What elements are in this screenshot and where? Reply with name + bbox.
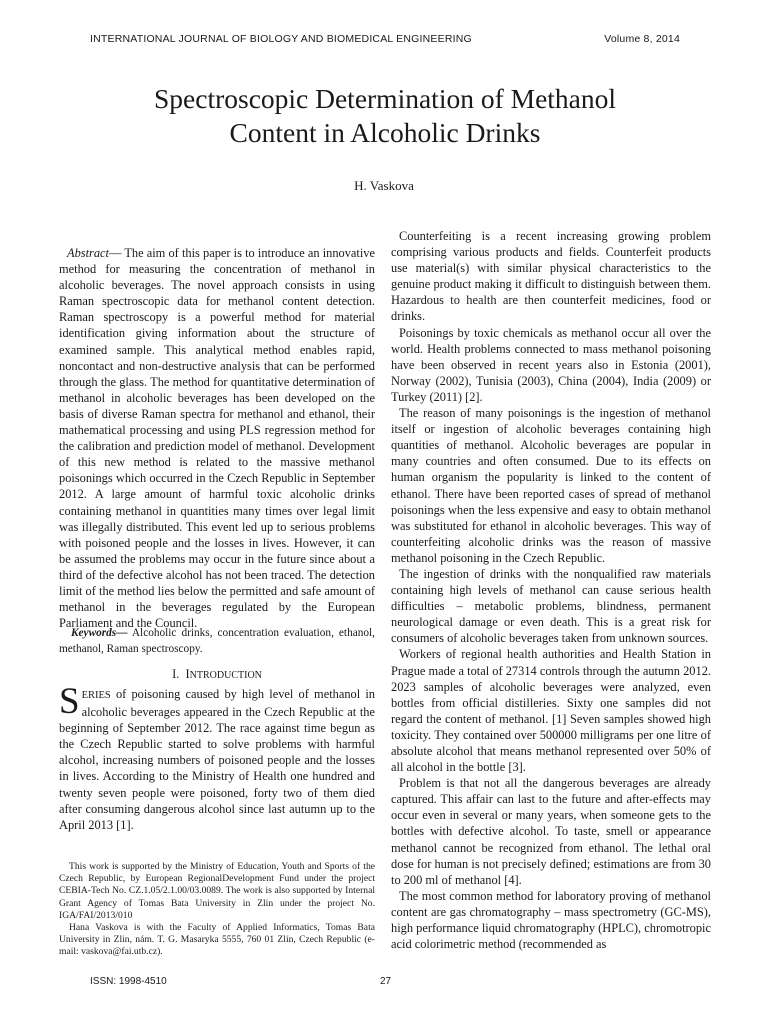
paragraph: Workers of regional health authorities and Health Station in Prague made a total of 27314 controls through the autumn 2012. 2023 samples of alcoholic beverages were analyzed, even bottles from official distilleries. Sixty one samples did not regard the content of methanol. [1] Seven samples showed high toxicity. They contained over 500000 milligrams per one litre of absolute alcohol that means methanol represented over 50% of all alcohol in the bottle [3].	[391, 647, 711, 775]
introduction-paragraph	[59, 681, 375, 833]
footnotes	[59, 861, 375, 959]
section-title-rest: NTRODUCTION	[189, 670, 262, 681]
intro-text: of poisoning caused by high level of methanol in alcoholic beverages appeared in the Czech Republic at the beginning of September 2012. The race against time begun as the Czech Republic started to solve problems with harmful alcohol, increasing numbers of poisoned people and the losses in lives. According to the Ministry of Health one hundred and twenty seven people were poisoned, forty two of them died after consuming dangerous alcohol since last autumn up to the April 2013 [1].	[59, 687, 375, 832]
abstract	[59, 245, 375, 631]
abstract-text: The aim of this paper is to introduce an innovative method for measuring the concentration of methanol in alcoholic beverages. The novel approach consists in using Raman spectroscopic data for methanol content detection. Raman spectroscopy is a powerful method for material identification giving information about the structure of examined sample. This analytical method enables rapid, noncontact and non-destructive analysis that can be performed through the glass. The method for quantitative determination of methanol in alcoholic beverages has been developed on the basis of diverse Raman spectra for methanol and ethanol, their mathematical processing and using PLS regression method for the calibration and prediction model of methanol. Development of this new method is related to the massive methanol poisonings which occurred in the Czech Republic in September 2012. A large amount of harmful toxic alcoholic drinks containing methanol in quantities many times over legal limit was illegally distributed. This event led up to serious problems with poisoned people and the losses in lives. However, it can be assumed the problems may occur in the future since about a third of the defective alcohol has not been traced. The detection limit of the method lies below the permitted and safe amount of methanol in the beverages regulated by the European Parliament and the Council.	[59, 246, 375, 631]
page-number: 27	[380, 976, 392, 987]
paragraph: The reason of many poisonings is the ingestion of methanol itself or ingestion of alcoholic beverages containing high quantities of methanol. Alcoholic beverages are popular in many countries and often consumed. Due to its effects on human organism the popularity is linked to the content of ethanol. There have been reported cases of spread of methanol poisonings when the less expensive and easy to obtain methanol was substituted for ethanol in alcoholic beverages. This way of counterfeiting alcoholic drinks was the reason of massive methanol poisoning in the Czech Republic.	[391, 406, 711, 565]
paragraph: Counterfeiting is a recent increasing growing problem comprising various products and fields. Counterfeit products use material(s) with similar physical characteristics to the genuine product making it difficult to distinguish between them. Hazardous to health are then counterfeit medicines, food or drinks.	[391, 229, 711, 324]
journal-name: INTERNATIONAL JOURNAL OF BIOLOGY AND BIOMEDICAL ENGINEERING	[90, 33, 472, 45]
footnote-affiliation: Hana Vaskova is with the Faculty of Applied Informatics, Tomas Bata University in Zlin, nám. T. G. Masaryka 5555, 760 01 Zlín, Czech Republic (e-mail: vaskova@fai.utb.cz).	[59, 922, 375, 958]
section-first-letter: I	[185, 667, 190, 681]
paragraph: The ingestion of drinks with the nonqualified raw materials containing high levels of methanol can cause serious health difficulties – metabolic problems, blindness, permanent neurological damage or even death. This is a great risk for consumers of alcoholic beverages taken from unknown sources.	[391, 566, 711, 646]
title-line-1: Spectroscopic Determination of Methanol	[153, 83, 617, 114]
paragraph: Poisonings by toxic chemicals as methanol occur all over the world. Health problems connected to mass methanol poisoning have been observed in recent years also in Estonia (2001), Norway (2002), Tunisia (2003), China (2004), India (2009) or Turkey (2011) [2].	[391, 325, 711, 404]
footnote-funding: This work is supported by the Ministry of Education, Youth and Sports of the Czech Republic, by European RegionalDevelopment Fund under the project CEBIA-Tech No. CZ.1.05/2.1.00/03.0089. The work is also supported by Internal Grant Agency of Tomas Bata University in Zlin under the project No. IGA/FAI/2013/010	[59, 861, 375, 921]
page-footer	[90, 976, 680, 987]
paragraph: The most common method for laboratory proving of methanol content are gas chromatography – mass spectrometry (GC-MS), high performance liquid chromatography (HPLC), chromotropic acid colorimetric method (recommended as	[391, 888, 712, 952]
issn: ISSN: 1998-4510	[90, 976, 167, 987]
paper-title	[60, 82, 710, 150]
section-heading	[59, 667, 375, 682]
abstract-dash: —	[109, 246, 122, 260]
keywords-text: Alcoholic drinks, concentration evaluation, ethanol, methanol, Raman spectroscopy.	[59, 627, 375, 655]
intro-first-word: ERIES	[81, 690, 111, 701]
section-numeral: I.	[172, 667, 180, 681]
abstract-label: Abstract	[67, 246, 109, 260]
running-header	[90, 33, 680, 45]
right-column	[391, 228, 711, 952]
keywords	[59, 625, 375, 657]
keywords-label: Keywords	[71, 627, 117, 639]
volume-info: Volume 8, 2014	[604, 33, 680, 45]
author-name: H. Vaskova	[354, 178, 414, 193]
title-line-2: Content in Alcoholic Drinks	[229, 117, 541, 148]
drop-cap: S	[59, 681, 80, 722]
paragraph: Problem is that not all the dangerous beverages are already captured. This affair can last to the future and after-effects may occur even in several or many years, when someone gets to the bottles with defective alcohol. To taste, smell or appearance methanol cannot be recognized from ethanol. The lethal oral dose for human is not precisely defined; estimations are from 30 to 200 ml of methanol [4].	[391, 776, 711, 887]
keywords-dash: —	[116, 627, 128, 639]
